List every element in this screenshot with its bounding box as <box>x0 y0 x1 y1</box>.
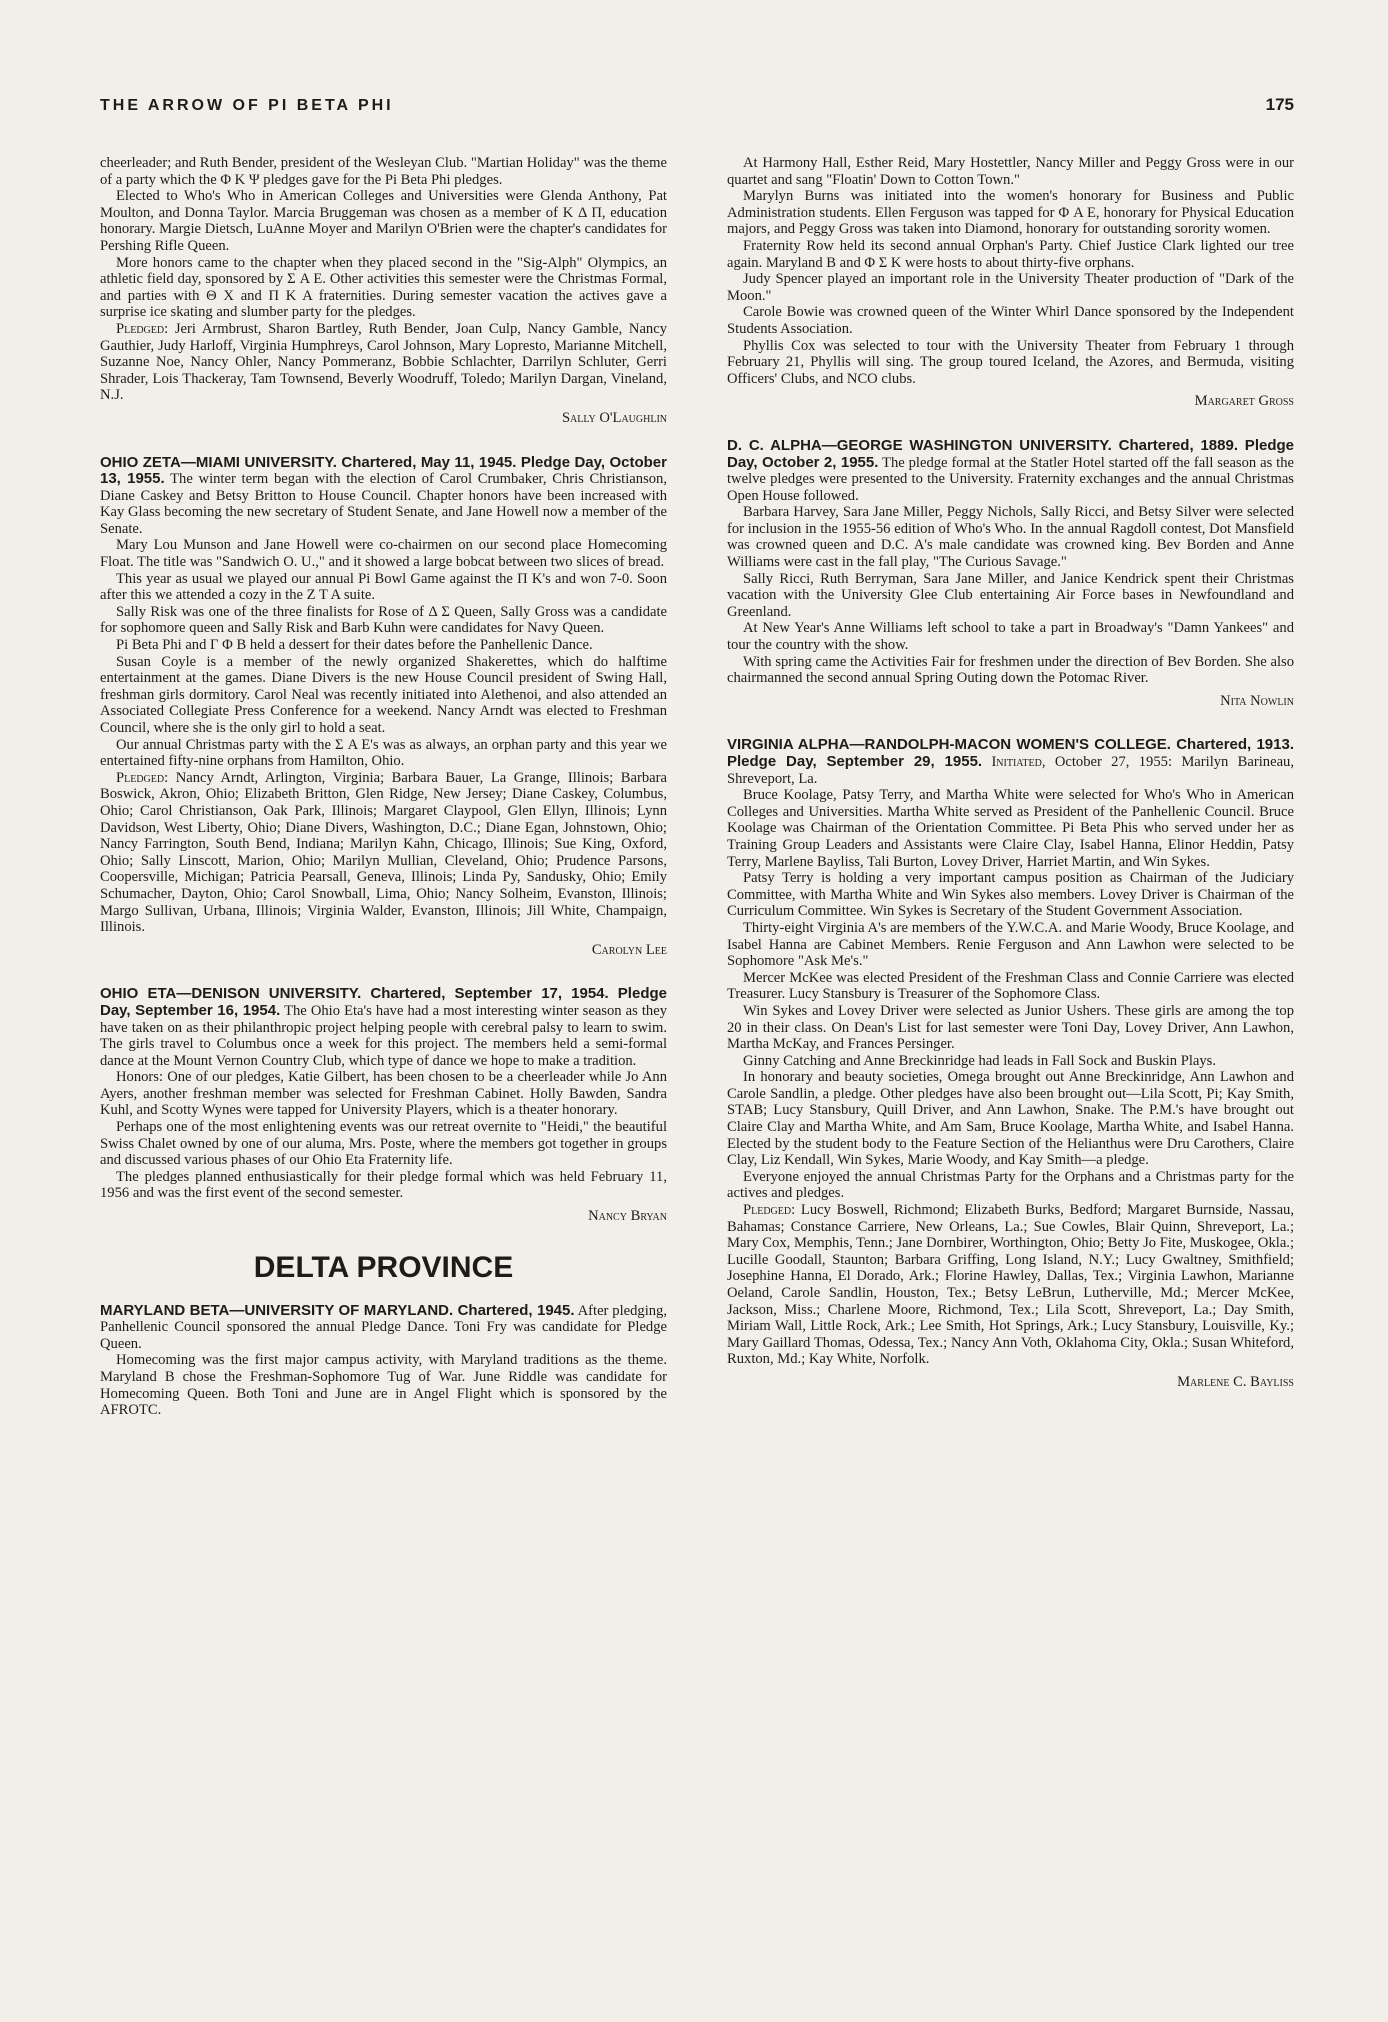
chapter-heading-paragraph <box>727 737 1294 787</box>
paragraph: Win Sykes and Lovey Driver were selected as Junior Ushers. These girls are among the top 20 in their class. On Dean's List for last semester were Toni Day, Lovey Driver, Ann Lawhon, Martha McKay, and Frances Persinger. <box>727 1002 1294 1053</box>
chapter-paragraph <box>727 438 1294 504</box>
paragraph: Elected to Who's Who in American Colleges and Universities were Glenda Anthony, Pat Moulton, and Donna Taylor. Marcia Bruggeman was chosen as a member of K Δ Π, education honorary. Margie Dietsch, LuAnne Moyer and Marilyn O'Brien were the chapter's candidates for Pershing Rifle Queen. <box>100 188 667 254</box>
chapter-lead: After pledging, Panhellenic Council sponsored the annual Pledge Dance. Toni Fry was candidate for Pledge Queen. <box>100 1302 667 1352</box>
right-column <box>727 155 1294 1419</box>
signature: Marlene C. Bayliss <box>1177 1373 1294 1390</box>
publication-title: THE ARROW OF PI BETA PHI <box>100 97 394 114</box>
chapter-dc-alpha <box>727 438 1294 710</box>
chapter-paragraph <box>100 1303 667 1353</box>
pledged-label: Pledged: <box>743 1202 796 1219</box>
chapter-heading: OHIO ETA—DENISON UNIVERSITY. Chartered, September 17, 1954. Pledge Day, September 16, 1954. <box>100 985 667 1019</box>
chapter-virginia-alpha <box>727 737 1294 1390</box>
paragraph: cheerleader; and Ruth Bender, president of the Wesleyan Club. "Martian Holiday" was the theme of a party which the Φ K Ψ pledges gave for the Pi Beta Phi pledges. <box>100 155 667 188</box>
chapter-heading: OHIO ZETA—MIAMI UNIVERSITY. Chartered, May 11, 1945. Pledge Day, October 13, 1955. <box>100 453 667 488</box>
province-title: DELTA PROVINCE <box>253 1250 514 1284</box>
signature: Margaret Gross <box>1194 393 1294 410</box>
paragraph: At New Year's Anne Williams left school to take a part in Broadway's "Damn Yankees" and tour the country with the show. <box>727 620 1294 654</box>
paragraph: In honorary and beauty societies, Omega brought out Anne Breckinridge, Ann Lawhon and Carole Sandlin, a pledge. Other pledges have also been brought out—Lila Scott, Pi; Kay Smith, STAB; Lucy Stansbury, Quill Driver, and Ann Lawhon, Snake. The P.M.'s have brought out Claire Clay and Martha White, and Am Sam, Bruce Koolage, Martha White, and Isabel Hanna. Elected by the student body to the Feature Section of the Helianthus were Dru Carothers, Claire Clay, Liz Kendall, Win Sykes, Marie Woody, and Kay Smith—a pledge. <box>727 1069 1294 1169</box>
paragraph: Sally Risk was one of the three finalists for Rose of Δ Σ Queen, Sally Gross was a candidate for sophomore queen and Sally Risk and Barb Kuhn were candidates for Navy Queen. <box>100 603 667 637</box>
paragraph: Judy Spencer played an important role in the University Theater production of "Dark of the Moon." <box>727 271 1294 304</box>
paragraph: Pi Beta Phi and Γ Φ B held a dessert for their dates before the Panhellenic Dance. <box>116 637 593 654</box>
paragraph: Phyllis Cox was selected to tour with the University Theater from February 1 through February 21, Phyllis will sing. The group toured Iceland, the Azores, and Bermuda, visiting Officers' Clubs, and NCO clubs. <box>727 337 1294 387</box>
page-number: 175 <box>1265 95 1294 114</box>
paragraph: Ginny Catching and Anne Breckinridge had leads in Fall Sock and Buskin Plays. <box>743 1052 1217 1069</box>
chapter-maryland-beta-continued <box>727 155 1294 410</box>
paragraph: With spring came the Activities Fair for freshmen under the direction of Bev Borden. She also chairmanned the second annual Spring Outing down the Potomac River. <box>727 653 1294 687</box>
chapter-report-continued <box>100 155 667 427</box>
chapter-heading: VIRGINIA ALPHA—RANDOLPH-MACON WOMEN'S COLLEGE. Chartered, 1913. Pledge Day, September 29, 1955. <box>727 736 1294 770</box>
paragraph: Susan Coyle is a member of the newly organized Shakerettes, which do halftime entertainment at the games. Diane Divers is the new House Council president of Swing Hall, freshman girls dormitory. Carol Neal was recently initiated into Alethenoi, and also attended an Associated Collegiate Press Conference for a weekend. Nancy Arndt was elected to Freshman Council, where she is the only girl to hold a seat. <box>100 653 667 736</box>
paragraph: Perhaps one of the most enlightening events was our retreat overnite to "Heidi," the beautiful Swiss Chalet owned by one of our aluma, Mrs. Poste, where the members got together in groups and discussed various phases of our Ohio Eta Fraternity life. <box>100 1119 667 1169</box>
paragraph: Mary Lou Munson and Jane Howell were co-chairmen on our second place Homecoming Float. The title was "Sandwich O. U.," and it showed a large bobcat between two slices of bread. <box>100 537 667 571</box>
pledged-names: Lucy Boswell, Richmond; Elizabeth Burks, Bedford; Margaret Burnside, Nassau, Bahamas; Constance Carriere, New Orleans, La.; Sue Cowles, Blair Quinn, Shreveport, La.; Mary Cox, Memphis, Tenn.; Jane Dornbirer, Worthington, Ohio; Betty Jo Fite, Muskogee, Okla.; Lucille Goodall, Staunton; Barbara Griffing, Long Island, N.Y.; Lucy Gwaltney, Smithfield; Josephine Hanna, El Dorado, Ark.; Florine Hawley, Dallas, Tex.; Virginia Lawhon, Marianne Oeland, Carole Sandlin, Houston, Tex.; Betsy LeBrun, Lutherville, Md.; Mercer McKee, Jackson, Miss.; Charlene Moore, Richmond, Tex.; Lila Scott, Shreveport, La.; Day Smith, Miriam Wall, Little Rock, Ark.; Lee Smith, Hot Springs, Ark.; Lucy Stansbury, Louisville, Ky.; Mary Gaillard Thomas, Odessa, Tex.; Nancy Ann Voth, Oklahoma City, Okla.; Susan Whiteford, Ruxton, Md.; Kay White, Norfolk. <box>727 1202 1295 1368</box>
paragraph: Everyone enjoyed the annual Christmas Party for the Orphans and a Christmas party for the actives and pledges. <box>727 1168 1294 1202</box>
paragraph: Our annual Christmas party with the Σ A E's was as always, an orphan party and this year we entertained fifty-nine orphans from Hamilton, Ohio. <box>100 736 667 770</box>
pledged-label: Pledged: <box>116 320 169 337</box>
chapter-ohio-eta <box>100 986 667 1224</box>
chapter-lead: The Ohio Eta's have had a most interesting winter season as they have taken on as their philanthropic project helping people with cerebral palsy to learn to swim. The girls travel to Columbus once a week for this project. The members held a semi-formal dance at the Mount Vernon Country Club, which type of dance we hope to make a tradition. <box>100 1002 667 1069</box>
chapter-paragraph <box>100 455 667 538</box>
pledged-names: Jeri Armbrust, Sharon Bartley, Ruth Bender, Joan Culp, Nancy Gamble, Nancy Gauthier, Judy Harloff, Virginia Humphreys, Carol Johnson, Mary Lopresto, Marianne Mitchell, Suzanne Noe, Nancy Ohler, Nancy Pommeranz, Bobbie Schlachter, Darrilyn Schluter, Gerri Shrader, Lois Thackeray, Tam Townsend, Beverly Woodruff, Toledo; Marilyn Dargan, Vineland, N.J. <box>100 320 667 404</box>
initiated-names: October 27, 1955: Marilyn Barineau, Shreveport, La. <box>727 754 1295 787</box>
paragraph: Honors: One of our pledges, Katie Gilbert, has been chosen to be a cheerleader while Jo Ann Ayers, another freshman member was selected for Freshman Cabinet. Holly Bawden, Sandra Kuhl, and Scotty Wynes were tapped for University Players, which is a theater honorary. <box>100 1069 667 1119</box>
paragraph: At Harmony Hall, Esther Reid, Mary Hostettler, Nancy Miller and Peggy Gross were in our quartet and sang "Floatin' Down to Cotton Town." <box>727 155 1294 188</box>
text-columns <box>100 155 1294 1419</box>
running-head <box>100 95 1294 115</box>
paragraph: Sally Ricci, Ruth Berryman, Sara Jane Miller, and Janice Kendrick spent their Christmas vacation with the University Glee Club entertaining Air Force bases in Newfoundland and Greenland. <box>727 570 1294 620</box>
initiated-label: Initiated, <box>991 754 1046 770</box>
chapter-heading: MARYLAND BETA—UNIVERSITY OF MARYLAND. Chartered, 1945. <box>100 1301 575 1319</box>
paragraph: Homecoming was the first major campus activity, with Maryland traditions as the theme. Maryland B chose the Freshman-Sophomore Tug of War. June Riddle was candidate for Homecoming Queen. Both Toni and June are in Angel Flight which is sponsored by the AFROTC. <box>100 1352 667 1419</box>
chapter-heading: D. C. ALPHA—GEORGE WASHINGTON UNIVERSITY. Chartered, 1889. Pledge Day, October 2, 1955. <box>727 436 1294 471</box>
paragraph: More honors came to the chapter when they placed second in the "Sig-Alph" Olympics, an athletic field day, sponsored by Σ A E. Other activities this semester were the Christmas Formal, and parties with Θ X and Π K A fraternities. During semester vacation the actives gave a surprise ice skating and slumber party for the pledges. <box>100 254 667 321</box>
pledged-list <box>100 321 667 404</box>
paragraph: This year as usual we played our annual Pi Bowl Game against the Π K's and won 7-0. Soon after this we attended a cozy in the Z T A suite. <box>100 570 667 604</box>
pledged-list <box>100 770 667 936</box>
paragraph: Fraternity Row held its second annual Orphan's Party. Chief Justice Clark lighted our tree again. Maryland B and Φ Σ K were hosts to about thirty-five orphans. <box>727 237 1294 271</box>
signature: Carolyn Lee <box>591 941 667 958</box>
signature: Nancy Bryan <box>588 1208 667 1225</box>
chapter-maryland-beta <box>100 1303 667 1419</box>
chapter-lead: The pledge formal at the Statler Hotel started off the fall season as the twelve pledges were presented to the University. Fraternity exchanges and the annual Christmas Open House followed. <box>727 454 1294 504</box>
paragraph: Thirty-eight Virginia A's are members of the Y.W.C.A. and Marie Woody, Bruce Koolage, and Isabel Hanna are Cabinet Members. Renie Ferguson and Ann Lawhon were selected to be Sophomore "Ask Me's." <box>727 919 1294 970</box>
paragraph: Mercer McKee was elected President of the Freshman Class and Connie Carriere was elected Treasurer. Lucy Stansbury is Treasurer of the Sophomore Class. <box>727 969 1294 1003</box>
paragraph: Marylyn Burns was initiated into the women's honorary for Business and Public Administration students. Ellen Ferguson was tapped for Φ A E, honorary for Physical Education majors, and Peggy Gross was taken into Diamond, honorary for outstanding sorority women. <box>727 188 1294 238</box>
paragraph: Bruce Koolage, Patsy Terry, and Martha White were selected for Who's Who in American Colleges and Universities. Martha White served as President of the Panhellenic Council. Bruce Koolage was Chairman of the Orientation Committee. Pi Beta Phis who served under her as Training Group Leaders and Assistants were Claire Clay, Isabel Hanna, Elinor Heddin, Patsy Terry, Marlene Bayliss, Tali Burton, Lovey Driver, Harriet Martin, and Win Sykes. <box>727 787 1294 870</box>
paragraph: Carole Bowie was crowned queen of the Winter Whirl Dance sponsored by the Independent Students Association. <box>727 304 1294 337</box>
pledged-label: Pledged: <box>116 769 169 786</box>
pledged-names: Nancy Arndt, Arlington, Virginia; Barbara Bauer, La Grange, Illinois; Barbara Boswick, Akron, Ohio; Elizabeth Britton, Glen Ridge, New Jersey; Diane Caskey, Columbus, Ohio; Carol Christianson, Oak Park, Illinois; Margaret Claypool, Glen Ellyn, Illinois; Lynn Davidson, West Liberty, Ohio; Diane Divers, Washington, D.C.; Diane Egan, Johnstown, Ohio; Nancy Farrington, South Bend, Indiana; Marilyn Kahn, Chicago, Illinois; Sue King, Oxford, Ohio; Sally Linscott, Marion, Ohio; Marilyn Mullian, Cleveland, Ohio; Prudence Parsons, Coopersville, Michigan; Patricia Pearsall, Geneva, Illinois; Linda Py, Sandusky, Ohio; Emily Schumacher, Dayton, Ohio; Carol Snowball, Lima, Ohio; Nancy Solheim, Evanston, Illinois; Margo Sullivan, Urbana, Illinois; Virginia Walder, Evanston, Illinois; Jill White, Champaign, Illinois. <box>100 769 667 936</box>
left-column <box>100 155 667 1419</box>
chapter-lead: The winter term began with the election of Carol Crumbaker, Chris Christianson, Diane Caskey and Betsy Britton to House Council. Chapter honors have been increased with Kay Glass becoming the new secretary of Student Senate, and Jane Howell now a member of the Senate. <box>100 471 667 537</box>
paragraph: Patsy Terry is holding a very important campus position as Chairman of the Judiciary Committee, with Martha White and Win Sykes also members. Lovey Driver is Chairman of the Curriculum Committee. Win Sykes is Secretary of the Student Government Association. <box>727 870 1294 920</box>
chapter-paragraph <box>100 986 667 1069</box>
paragraph: The pledges planned enthusiastically for their pledge formal which was held February 11, 1956 and was the first event of the second semester. <box>100 1168 667 1202</box>
pledged-list <box>727 1202 1294 1368</box>
paragraph: Barbara Harvey, Sara Jane Miller, Peggy Nichols, Sally Ricci, and Betsy Silver were selected for inclusion in the 1955-56 edition of Who's Who. In the annual Ragdoll contest, Dot Mansfield was crowned queen and D.C. A's male candidate was crowned king. Bev Borden and Anne Williams were cast in the fall play, "The Curious Savage." <box>727 504 1294 571</box>
signature: Sally O'Laughlin <box>561 409 667 426</box>
chapter-ohio-zeta <box>100 455 667 959</box>
signature: Nita Nowlin <box>1220 692 1294 709</box>
